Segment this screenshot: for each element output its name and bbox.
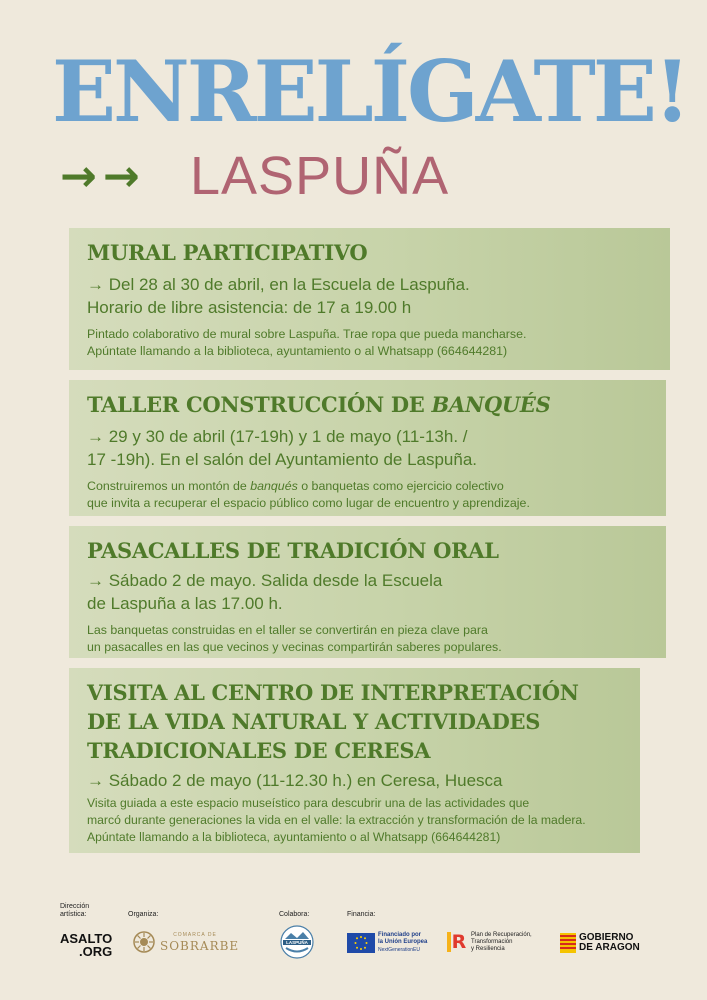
eu-logo: Financiado por la Unión Europea NextGenerationEU bbox=[347, 932, 437, 954]
eu-flag-icon bbox=[347, 933, 375, 953]
colabora-label: Colabora: bbox=[279, 911, 310, 918]
event-card-taller bbox=[69, 380, 666, 516]
recovery-plan-mark-icon: R bbox=[447, 932, 467, 952]
main-title: ENRELÍGATE! bbox=[52, 42, 688, 141]
event-card-pasacalles bbox=[69, 526, 666, 658]
organiza-label: Organiza: bbox=[128, 911, 159, 918]
place-name: LASPUÑA bbox=[190, 146, 450, 206]
asalto-logo: ASALTO .ORG bbox=[60, 931, 113, 959]
laspuna-logo: LASPUÑA bbox=[280, 925, 314, 959]
sun-emblem-icon bbox=[132, 930, 156, 954]
double-arrow-icon: →→ bbox=[60, 151, 146, 202]
event-schedule: → 29 y 30 de abril (17-19h) y 1 de mayo (11-13h. / 17 -19h). En el salón del Ayuntamiento de Laspuña. bbox=[87, 427, 478, 469]
event-schedule: → Sábado 2 de mayo. Salida desde la Escuela de Laspuña a las 17.00 h. bbox=[87, 571, 443, 613]
recovery-plan-logo: R Plan de Recuperación, Transformación y Resiliencia bbox=[447, 932, 547, 954]
aragon-flag-icon bbox=[560, 933, 576, 953]
event-description: Las banquetas construidas en el taller se convertirán en pieza clave para un pasacalles en las que vecinos y vecinas compartirán saberes populares. bbox=[87, 623, 502, 654]
event-schedule: → Sábado 2 de mayo (11-12.30 h.) en Ceresa, Huesca bbox=[87, 771, 503, 790]
event-description: Construiremos un montón de banqués o banquetas como ejercicio colectivo que invita a recuperar el espacio público como lugar de encuentro y aprendizaje. bbox=[87, 479, 530, 510]
gobierno-aragon-logo: GOBIERNO DE ARAGON bbox=[560, 932, 655, 954]
event-card-mural bbox=[69, 228, 670, 370]
financia-label: Financia: bbox=[347, 911, 376, 918]
event-title: TALLER CONSTRUCCIÓN DE BANQUÉS bbox=[87, 392, 551, 417]
direccion-label: Dirección artística: bbox=[60, 903, 90, 918]
event-card-visita bbox=[69, 668, 640, 853]
event-description: Pintado colaborativo de mural sobre Laspuña. Trae ropa que pueda mancharse. Apúntate llamando a la biblioteca, ayuntamiento o al Whatsapp (664644281) bbox=[87, 327, 527, 358]
event-title: PASACALLES DE TRADICIÓN ORAL bbox=[87, 538, 499, 563]
event-title: VISITA AL CENTRO DE INTERPRETACIÓN DE LA VIDA NATURAL Y ACTIVIDADES TRADICIONALES DE CERESA bbox=[87, 680, 579, 763]
event-schedule: → Del 28 al 30 de abril, en la Escuela de Laspuña. Horario de libre asistencia: de 17 a 19.00 h bbox=[87, 275, 470, 317]
comarca-sobrarbe-logo: COMARCA DE SOBRARBE bbox=[132, 930, 232, 956]
event-description: Visita guiada a este espacio museístico para descubrir una de las actividades que marcó durante generaciones la vida en el valle: la extracción y transformación de la madera. Apúntate llamando a la biblioteca, ayuntamiento o al Whatsapp (664644281) bbox=[87, 796, 586, 844]
event-title: MURAL PARTICIPATIVO bbox=[87, 240, 368, 265]
